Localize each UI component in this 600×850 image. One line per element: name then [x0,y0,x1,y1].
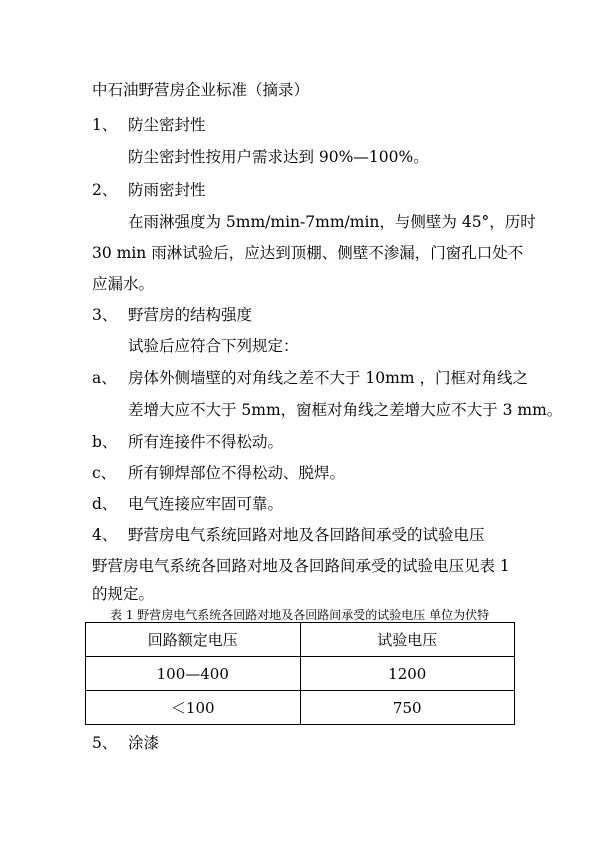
section-2-body-line: 30 min 雨淋试验后，应达到顶棚、侧壁不渗漏，门窗孔口处不 [92,244,524,262]
table-cell: 750 [300,691,515,725]
item-a-mark: a、 [92,369,117,387]
item-b-line: 所有连接件不得松动。 [128,433,284,451]
item-b-mark: b、 [92,433,118,451]
section-5-number: 5、 [92,734,118,752]
voltage-table [85,622,515,725]
item-c-line: 所有铆焊部位不得松动、脱焊。 [128,464,346,482]
header-cell: 回路额定电压 [86,623,301,657]
section-3-number: 3、 [92,306,118,324]
table-cell: 100—400 [86,657,301,691]
section-2-heading: 防雨密封性 [128,181,206,199]
table-row [86,657,515,691]
item-d-mark: d、 [92,495,118,513]
table-cell: 1200 [300,657,515,691]
section-1-number: 1、 [92,116,118,134]
section-3-heading: 野营房的结构强度 [128,306,253,324]
item-d-line: 电气连接应牢固可靠。 [128,495,284,513]
section-4-heading: 野营房电气系统回路对地及各回路间承受的试验电压 [128,526,485,544]
table-header-row [86,623,515,657]
section-2-number: 2、 [92,181,118,199]
section-5-heading: 涂漆 [128,734,160,752]
section-2-body-line: 应漏水。 [92,275,155,293]
header-cell: 试验电压 [300,623,515,657]
section-4-body-line: 的规定。 [92,585,155,603]
table-cell: ＜100 [86,691,301,725]
table-row [86,691,515,725]
section-2-body-line: 在雨淋强度为 5mm/min-7mm/min，与侧壁为 45°，历时 [128,213,536,231]
section-4-number: 4、 [92,526,118,544]
section-1-heading: 防尘密封性 [128,116,206,134]
table-caption: 表 1 野营房电气系统各回路对地及各回路间承受的试验电压 单位为伏特 [110,608,490,622]
section-4-body-line: 野营房电气系统各回路对地及各回路间承受的试验电压见表 1 [92,557,510,575]
item-c-mark: c、 [92,464,117,482]
section-3-intro: 试验后应符合下列规定： [128,337,299,355]
document-title: 中石油野营房企业标准（摘录） [92,81,310,99]
item-a-line: 房体外侧墙壁的对角线之差不大于 10mm ，门框对角线之 [128,369,528,387]
section-1-body: 防尘密封性按用户需求达到 90%—100%。 [128,148,429,166]
item-a-line: 差增大应不大于 5mm，窗框对角线之差增大应不大于 3 mm。 [128,401,563,419]
